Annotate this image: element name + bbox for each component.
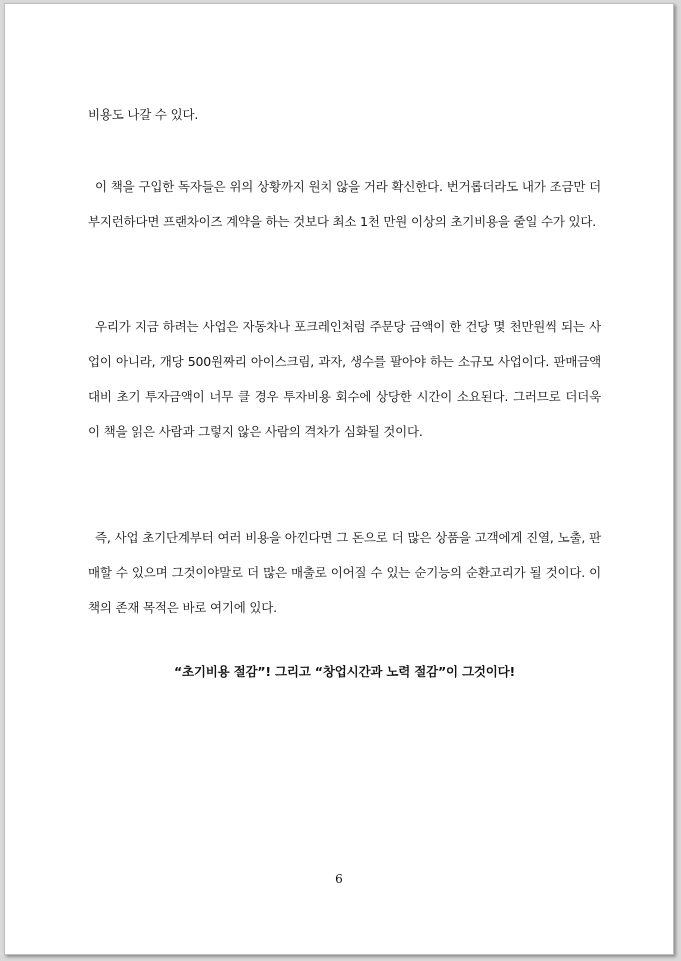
paragraph-continuation: 비용도 나갈 수 있다. — [88, 107, 199, 122]
emphasis-callout: “초기비용 절감”! 그리고 “창업시간과 노력 절감”이 그것이다! — [173, 664, 516, 679]
page-number: 6 — [335, 872, 343, 886]
paragraph-book-purpose: 즉, 사업 초기단계부터 여러 비용을 아낀다면 그 돈으로 더 많은 상품을 고객에게 진열, 노출, 판매할 수 있으며 그것이야말로 더 많은 매출로 이어질 수 있는 순기능의 순환고리가 될 것이다. 이 책의 존재 목적은 바로 여기에 있다. — [88, 530, 601, 615]
paragraph-reader-assurance: 이 책을 구입한 독자들은 위의 상황까지 원치 않을 거라 확신한다. 번거롭더라도 내가 조금만 더 부지런하다면 프랜차이즈 계약을 하는 것보다 최소 1천 만원 이상의 초기비용을 줄일 수가 있다. — [88, 179, 601, 229]
document-page — [4, 3, 674, 955]
paragraph-small-business: 우리가 지금 하려는 사업은 자동차나 포크레인처럼 주문당 금액이 한 건당 몇 천만원씩 되는 사업이 아니라, 개당 500원짜리 아이스크림, 과자, 생수를 팔아야 하는 소규모 사업이다. 판매금액대비 초기 투자금액이 너무 클 경우 투자비용 회수에 상당한 시간이 소요된다. 그러므로 더더욱 이 책을 읽은 사람과 그렇지 않은 사람의 격차가 심화될 것이다. — [88, 319, 601, 439]
